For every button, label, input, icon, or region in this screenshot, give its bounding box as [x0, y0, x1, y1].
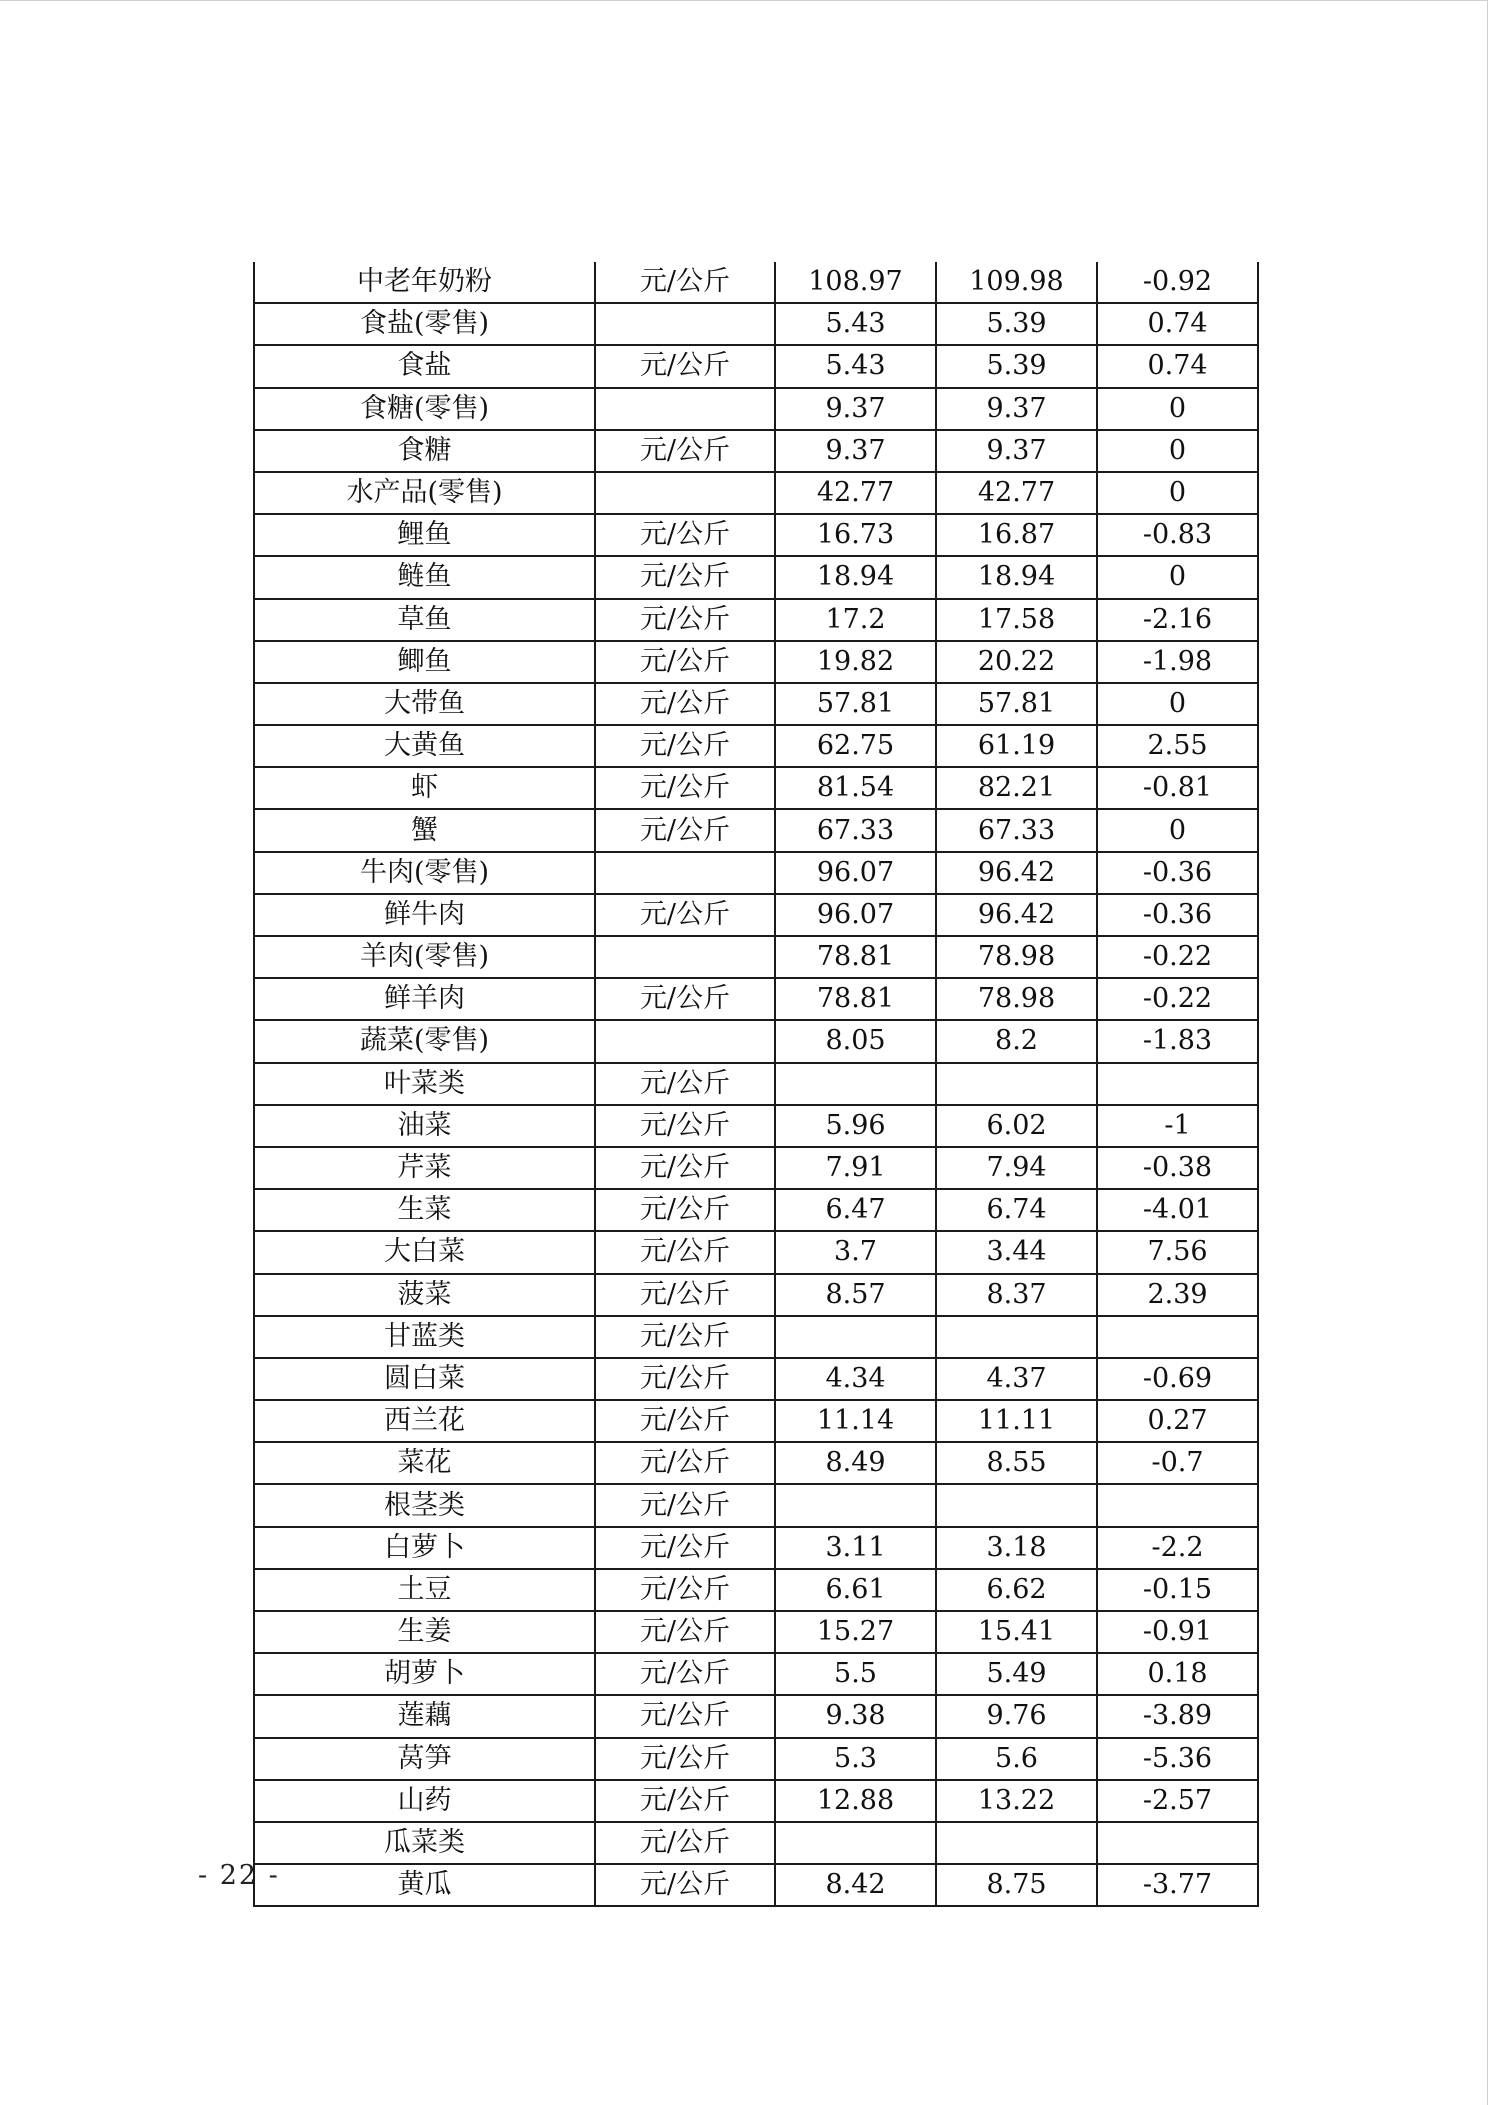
change-percent-cell: -0.15: [1097, 1569, 1258, 1611]
unit-cell: [595, 852, 775, 894]
previous-price-cell: 8.75: [936, 1864, 1097, 1906]
current-price-cell: 9.37: [775, 388, 936, 430]
table-row: [254, 1653, 1258, 1695]
previous-price-cell: 78.98: [936, 936, 1097, 978]
change-percent-cell: -0.36: [1097, 852, 1258, 894]
unit-cell: 元/公斤: [595, 1063, 775, 1105]
current-price-cell: 19.82: [775, 641, 936, 683]
unit-cell: 元/公斤: [595, 262, 775, 303]
product-name-cell: 大黄鱼: [254, 725, 595, 767]
unit-cell: 元/公斤: [595, 978, 775, 1020]
current-price-cell: 11.14: [775, 1400, 936, 1442]
table-row: [254, 1316, 1258, 1358]
previous-price-cell: 8.55: [936, 1442, 1097, 1484]
change-percent-cell: [1097, 1063, 1258, 1105]
table-row: [254, 683, 1258, 725]
table-row: [254, 641, 1258, 683]
product-name-cell: 莴笋: [254, 1738, 595, 1780]
change-percent-cell: 0: [1097, 472, 1258, 514]
unit-cell: 元/公斤: [595, 1695, 775, 1737]
previous-price-cell: 6.02: [936, 1105, 1097, 1147]
current-price-cell: [775, 1822, 936, 1864]
unit-cell: 元/公斤: [595, 1780, 775, 1822]
current-price-cell: 108.97: [775, 262, 936, 303]
previous-price-cell: 6.74: [936, 1189, 1097, 1231]
product-name-cell: 油菜: [254, 1105, 595, 1147]
product-name-cell: 水产品(零售): [254, 472, 595, 514]
table-row: [254, 1484, 1258, 1526]
change-percent-cell: -1: [1097, 1105, 1258, 1147]
previous-price-cell: 18.94: [936, 556, 1097, 598]
product-name-cell: 生姜: [254, 1611, 595, 1653]
product-name-cell: 根茎类: [254, 1484, 595, 1526]
current-price-cell: 96.07: [775, 894, 936, 936]
product-name-cell: 菠菜: [254, 1274, 595, 1316]
change-percent-cell: 0: [1097, 556, 1258, 598]
product-name-cell: 圆白菜: [254, 1358, 595, 1400]
previous-price-cell: 4.37: [936, 1358, 1097, 1400]
product-name-cell: 瓜菜类: [254, 1822, 595, 1864]
table-row: [254, 472, 1258, 514]
current-price-cell: 17.2: [775, 599, 936, 641]
unit-cell: 元/公斤: [595, 641, 775, 683]
previous-price-cell: 3.18: [936, 1527, 1097, 1569]
product-name-cell: 草鱼: [254, 599, 595, 641]
unit-cell: 元/公斤: [595, 1864, 775, 1906]
product-name-cell: 黄瓜: [254, 1864, 595, 1906]
current-price-cell: 3.11: [775, 1527, 936, 1569]
change-percent-cell: 0.27: [1097, 1400, 1258, 1442]
previous-price-cell: [936, 1822, 1097, 1864]
product-name-cell: 西兰花: [254, 1400, 595, 1442]
unit-cell: 元/公斤: [595, 1231, 775, 1273]
unit-cell: 元/公斤: [595, 1358, 775, 1400]
product-name-cell: 山药: [254, 1780, 595, 1822]
table-row: [254, 1020, 1258, 1062]
unit-cell: 元/公斤: [595, 1484, 775, 1526]
previous-price-cell: 96.42: [936, 894, 1097, 936]
unit-cell: 元/公斤: [595, 345, 775, 387]
current-price-cell: 15.27: [775, 1611, 936, 1653]
change-percent-cell: -1.83: [1097, 1020, 1258, 1062]
unit-cell: 元/公斤: [595, 894, 775, 936]
product-name-cell: 食糖(零售): [254, 388, 595, 430]
current-price-cell: 5.3: [775, 1738, 936, 1780]
previous-price-cell: 17.58: [936, 599, 1097, 641]
product-name-cell: 食盐(零售): [254, 303, 595, 345]
page-number: - 22 -: [198, 1860, 280, 1891]
previous-price-cell: 13.22: [936, 1780, 1097, 1822]
table-row: [254, 1527, 1258, 1569]
current-price-cell: 8.42: [775, 1864, 936, 1906]
change-percent-cell: -0.81: [1097, 767, 1258, 809]
product-name-cell: 牛肉(零售): [254, 852, 595, 894]
table-row: [254, 1189, 1258, 1231]
product-name-cell: 土豆: [254, 1569, 595, 1611]
previous-price-cell: 11.11: [936, 1400, 1097, 1442]
change-percent-cell: 0: [1097, 683, 1258, 725]
table-row: [254, 725, 1258, 767]
table-row: [254, 1864, 1258, 1906]
product-name-cell: 蔬菜(零售): [254, 1020, 595, 1062]
previous-price-cell: 7.94: [936, 1147, 1097, 1189]
previous-price-cell: 5.49: [936, 1653, 1097, 1695]
previous-price-cell: 109.98: [936, 262, 1097, 303]
previous-price-cell: 78.98: [936, 978, 1097, 1020]
price-table-body: [254, 262, 1258, 1906]
table-row: [254, 345, 1258, 387]
table-row: [254, 1274, 1258, 1316]
change-percent-cell: -2.2: [1097, 1527, 1258, 1569]
table-row: [254, 1611, 1258, 1653]
current-price-cell: [775, 1063, 936, 1105]
change-percent-cell: -0.69: [1097, 1358, 1258, 1400]
product-name-cell: 鲤鱼: [254, 514, 595, 556]
change-percent-cell: [1097, 1316, 1258, 1358]
change-percent-cell: -0.22: [1097, 936, 1258, 978]
change-percent-cell: 0: [1097, 388, 1258, 430]
current-price-cell: [775, 1484, 936, 1526]
current-price-cell: 5.43: [775, 345, 936, 387]
current-price-cell: 8.05: [775, 1020, 936, 1062]
product-name-cell: 中老年奶粉: [254, 262, 595, 303]
current-price-cell: 78.81: [775, 978, 936, 1020]
change-percent-cell: -0.38: [1097, 1147, 1258, 1189]
change-percent-cell: 7.56: [1097, 1231, 1258, 1273]
unit-cell: 元/公斤: [595, 1611, 775, 1653]
change-percent-cell: -5.36: [1097, 1738, 1258, 1780]
change-percent-cell: 0: [1097, 430, 1258, 472]
table-row: [254, 388, 1258, 430]
previous-price-cell: [936, 1316, 1097, 1358]
table-row: [254, 599, 1258, 641]
current-price-cell: 5.96: [775, 1105, 936, 1147]
unit-cell: [595, 1020, 775, 1062]
change-percent-cell: 0.18: [1097, 1653, 1258, 1695]
page-border-top: [0, 0, 1488, 1]
product-name-cell: 胡萝卜: [254, 1653, 595, 1695]
change-percent-cell: 0.74: [1097, 345, 1258, 387]
unit-cell: 元/公斤: [595, 1569, 775, 1611]
change-percent-cell: -0.36: [1097, 894, 1258, 936]
change-percent-cell: -2.16: [1097, 599, 1258, 641]
unit-cell: 元/公斤: [595, 1653, 775, 1695]
table-row: [254, 978, 1258, 1020]
previous-price-cell: 8.2: [936, 1020, 1097, 1062]
product-name-cell: 大白菜: [254, 1231, 595, 1273]
previous-price-cell: 9.37: [936, 388, 1097, 430]
change-percent-cell: -0.91: [1097, 1611, 1258, 1653]
table-row: [254, 1442, 1258, 1484]
product-name-cell: 白萝卜: [254, 1527, 595, 1569]
previous-price-cell: 3.44: [936, 1231, 1097, 1273]
current-price-cell: 5.43: [775, 303, 936, 345]
unit-cell: 元/公斤: [595, 1738, 775, 1780]
product-name-cell: 蟹: [254, 809, 595, 851]
previous-price-cell: 20.22: [936, 641, 1097, 683]
change-percent-cell: -0.83: [1097, 514, 1258, 556]
table-row: [254, 262, 1258, 303]
current-price-cell: 4.34: [775, 1358, 936, 1400]
unit-cell: 元/公斤: [595, 725, 775, 767]
unit-cell: 元/公斤: [595, 809, 775, 851]
unit-cell: 元/公斤: [595, 1105, 775, 1147]
table-row: [254, 556, 1258, 598]
unit-cell: 元/公斤: [595, 599, 775, 641]
unit-cell: 元/公斤: [595, 1822, 775, 1864]
current-price-cell: 12.88: [775, 1780, 936, 1822]
previous-price-cell: 61.19: [936, 725, 1097, 767]
unit-cell: 元/公斤: [595, 1316, 775, 1358]
unit-cell: 元/公斤: [595, 1189, 775, 1231]
price-table: [253, 262, 1259, 1907]
current-price-cell: 67.33: [775, 809, 936, 851]
table-row: [254, 1063, 1258, 1105]
current-price-cell: 16.73: [775, 514, 936, 556]
previous-price-cell: [936, 1484, 1097, 1526]
previous-price-cell: 9.76: [936, 1695, 1097, 1737]
previous-price-cell: 82.21: [936, 767, 1097, 809]
change-percent-cell: -3.89: [1097, 1695, 1258, 1737]
change-percent-cell: 2.55: [1097, 725, 1258, 767]
previous-price-cell: 67.33: [936, 809, 1097, 851]
product-name-cell: 鲢鱼: [254, 556, 595, 598]
current-price-cell: 18.94: [775, 556, 936, 598]
current-price-cell: 57.81: [775, 683, 936, 725]
current-price-cell: 9.38: [775, 1695, 936, 1737]
current-price-cell: 8.49: [775, 1442, 936, 1484]
table-row: [254, 1738, 1258, 1780]
current-price-cell: 62.75: [775, 725, 936, 767]
change-percent-cell: -4.01: [1097, 1189, 1258, 1231]
change-percent-cell: -3.77: [1097, 1864, 1258, 1906]
product-name-cell: 菜花: [254, 1442, 595, 1484]
table-row: [254, 936, 1258, 978]
table-row: [254, 1147, 1258, 1189]
product-name-cell: 莲藕: [254, 1695, 595, 1737]
change-percent-cell: -0.22: [1097, 978, 1258, 1020]
unit-cell: 元/公斤: [595, 767, 775, 809]
previous-price-cell: 6.62: [936, 1569, 1097, 1611]
previous-price-cell: 5.39: [936, 345, 1097, 387]
product-name-cell: 羊肉(零售): [254, 936, 595, 978]
table-row: [254, 1358, 1258, 1400]
change-percent-cell: 0: [1097, 809, 1258, 851]
product-name-cell: 鲜牛肉: [254, 894, 595, 936]
product-name-cell: 甘蓝类: [254, 1316, 595, 1358]
previous-price-cell: 5.6: [936, 1738, 1097, 1780]
change-percent-cell: -1.98: [1097, 641, 1258, 683]
unit-cell: 元/公斤: [595, 1527, 775, 1569]
change-percent-cell: 2.39: [1097, 1274, 1258, 1316]
previous-price-cell: 16.87: [936, 514, 1097, 556]
table-row: [254, 430, 1258, 472]
table-row: [254, 1780, 1258, 1822]
previous-price-cell: 57.81: [936, 683, 1097, 725]
unit-cell: 元/公斤: [595, 430, 775, 472]
current-price-cell: 96.07: [775, 852, 936, 894]
unit-cell: [595, 472, 775, 514]
table-row: [254, 894, 1258, 936]
product-name-cell: 虾: [254, 767, 595, 809]
table-row: [254, 1822, 1258, 1864]
previous-price-cell: 42.77: [936, 472, 1097, 514]
table-row: [254, 1695, 1258, 1737]
unit-cell: 元/公斤: [595, 556, 775, 598]
product-name-cell: 鲫鱼: [254, 641, 595, 683]
previous-price-cell: 9.37: [936, 430, 1097, 472]
unit-cell: 元/公斤: [595, 1147, 775, 1189]
unit-cell: [595, 388, 775, 430]
unit-cell: [595, 303, 775, 345]
current-price-cell: 42.77: [775, 472, 936, 514]
change-percent-cell: -0.7: [1097, 1442, 1258, 1484]
product-name-cell: 食糖: [254, 430, 595, 472]
product-name-cell: 大带鱼: [254, 683, 595, 725]
product-name-cell: 叶菜类: [254, 1063, 595, 1105]
change-percent-cell: -2.57: [1097, 1780, 1258, 1822]
current-price-cell: 81.54: [775, 767, 936, 809]
unit-cell: 元/公斤: [595, 1400, 775, 1442]
current-price-cell: 7.91: [775, 1147, 936, 1189]
table-row: [254, 809, 1258, 851]
product-name-cell: 鲜羊肉: [254, 978, 595, 1020]
table-row: [254, 1400, 1258, 1442]
current-price-cell: 6.61: [775, 1569, 936, 1611]
change-percent-cell: 0.74: [1097, 303, 1258, 345]
current-price-cell: [775, 1316, 936, 1358]
previous-price-cell: 96.42: [936, 852, 1097, 894]
table-row: [254, 767, 1258, 809]
current-price-cell: 5.5: [775, 1653, 936, 1695]
current-price-cell: 6.47: [775, 1189, 936, 1231]
table-row: [254, 514, 1258, 556]
product-name-cell: 食盐: [254, 345, 595, 387]
previous-price-cell: 5.39: [936, 303, 1097, 345]
change-percent-cell: -0.92: [1097, 262, 1258, 303]
table-row: [254, 1231, 1258, 1273]
current-price-cell: 8.57: [775, 1274, 936, 1316]
previous-price-cell: 8.37: [936, 1274, 1097, 1316]
previous-price-cell: [936, 1063, 1097, 1105]
change-percent-cell: [1097, 1484, 1258, 1526]
table-row: [254, 1105, 1258, 1147]
table-row: [254, 852, 1258, 894]
table-row: [254, 1569, 1258, 1611]
current-price-cell: 3.7: [775, 1231, 936, 1273]
unit-cell: 元/公斤: [595, 1442, 775, 1484]
unit-cell: [595, 936, 775, 978]
current-price-cell: 78.81: [775, 936, 936, 978]
current-price-cell: 9.37: [775, 430, 936, 472]
previous-price-cell: 15.41: [936, 1611, 1097, 1653]
product-name-cell: 芹菜: [254, 1147, 595, 1189]
product-name-cell: 生菜: [254, 1189, 595, 1231]
change-percent-cell: [1097, 1822, 1258, 1864]
unit-cell: 元/公斤: [595, 514, 775, 556]
unit-cell: 元/公斤: [595, 1274, 775, 1316]
unit-cell: 元/公斤: [595, 683, 775, 725]
table-row: [254, 303, 1258, 345]
